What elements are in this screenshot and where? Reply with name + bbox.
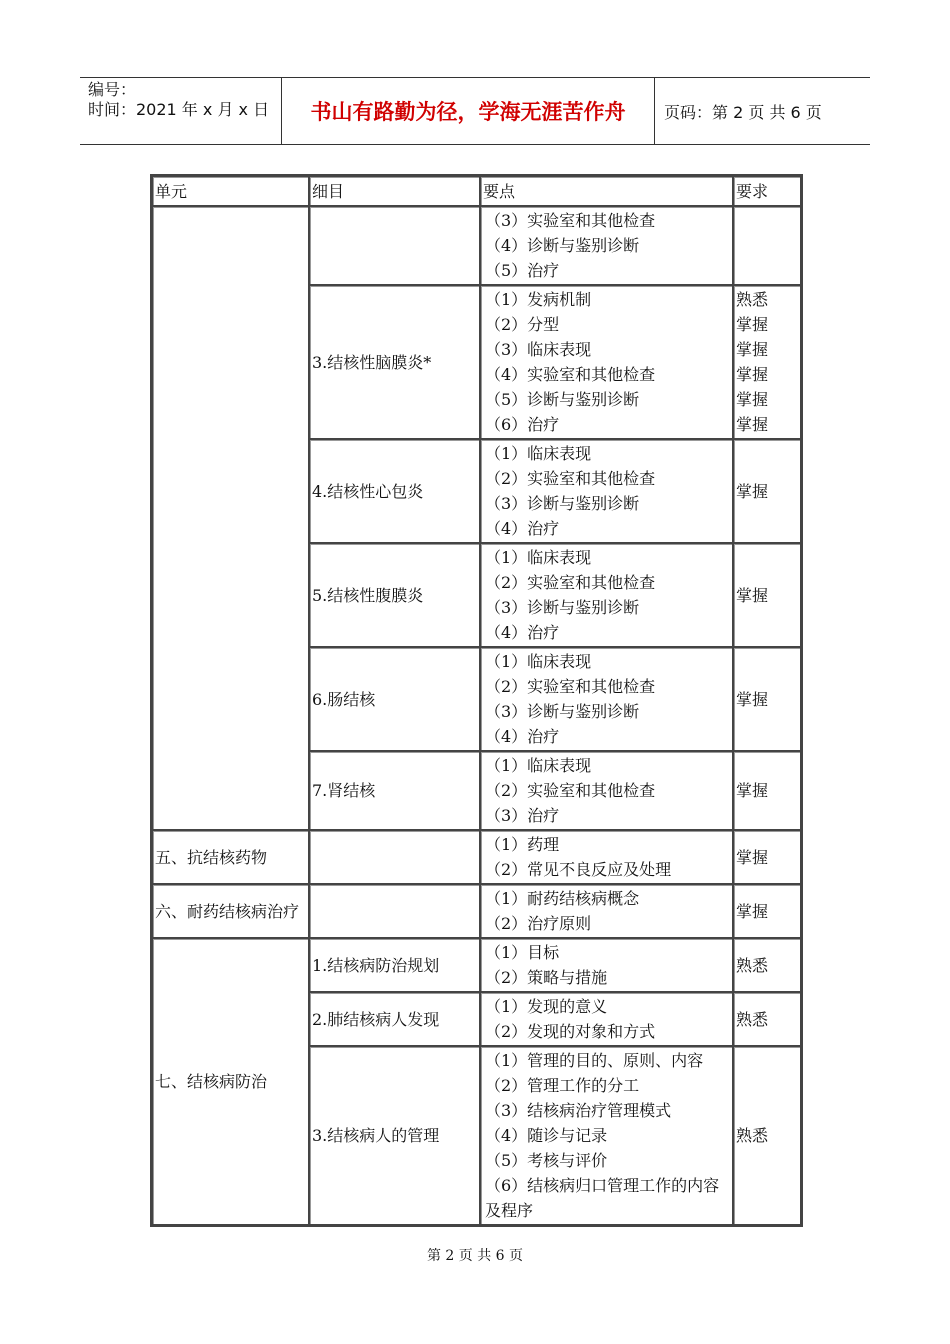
header-motto: 书山有路勤为径，学海无涯苦作舟 — [310, 99, 626, 124]
point-line: （1）发病机制 — [485, 290, 592, 309]
item-cell: 6.肠结核 — [309, 647, 480, 751]
requirement-cell: 掌握 — [733, 439, 801, 543]
header-page-info: 页码：第 2 页 共 6 页 — [664, 102, 822, 122]
table-row — [152, 830, 801, 884]
syllabus-table — [150, 174, 803, 1227]
point-line: （3）诊断与鉴别诊断 — [485, 702, 640, 721]
item-cell: 1.结核病防治规划 — [309, 938, 480, 992]
point-line: （1）临床表现 — [485, 548, 592, 567]
requirement-line: 掌握 — [736, 365, 769, 384]
point-line: （2）策略与措施 — [485, 968, 608, 987]
point-line: （2）分型 — [485, 315, 560, 334]
point-line: （4）治疗 — [485, 623, 560, 642]
points-cell — [480, 206, 733, 285]
item-cell — [309, 884, 480, 938]
unit-cell: 六、耐药结核病治疗 — [152, 884, 309, 938]
point-line: （6）结核病归口管理工作的内容及程序 — [485, 1176, 720, 1220]
points-cell — [480, 439, 733, 543]
unit-cell — [152, 206, 309, 830]
points-cell — [480, 543, 733, 647]
requirement-cell — [733, 285, 801, 439]
point-line: （2）治疗原则 — [485, 914, 592, 933]
requirement-cell: 掌握 — [733, 543, 801, 647]
requirement-line: 熟悉 — [736, 290, 769, 309]
points-cell — [480, 830, 733, 884]
requirement-cell: 掌握 — [733, 751, 801, 830]
requirement-cell: 熟悉 — [733, 992, 801, 1046]
point-line: （1）发现的意义 — [485, 997, 608, 1016]
requirement-cell: 掌握 — [733, 647, 801, 751]
point-line: （5）诊断与鉴别诊断 — [485, 390, 640, 409]
requirement-cell: 熟悉 — [733, 938, 801, 992]
page-header — [80, 77, 870, 145]
point-line: （4）实验室和其他检查 — [485, 365, 656, 384]
requirement-line: 掌握 — [736, 315, 769, 334]
point-line: （2）实验室和其他检查 — [485, 677, 656, 696]
point-line: （4）随诊与记录 — [485, 1126, 608, 1145]
requirement-cell — [733, 206, 801, 285]
point-line: （2）实验室和其他检查 — [485, 781, 656, 800]
point-line: （2）实验室和其他检查 — [485, 573, 656, 592]
item-cell — [309, 830, 480, 884]
document-number-label: 编号： — [88, 80, 137, 99]
item-cell: 2.肺结核病人发现 — [309, 992, 480, 1046]
points-cell — [480, 285, 733, 439]
point-line: （4）诊断与鉴别诊断 — [485, 236, 640, 255]
item-cell — [309, 206, 480, 285]
points-cell — [480, 938, 733, 992]
point-line: （3）结核病治疗管理模式 — [485, 1101, 672, 1120]
document-time-label: 时间：2021 年 x 月 x 日 — [88, 100, 270, 119]
unit-cell: 七、结核病防治 — [152, 938, 309, 1225]
point-line: （3）临床表现 — [485, 340, 592, 359]
header-meta — [88, 80, 280, 120]
point-line: （5）考核与评价 — [485, 1151, 608, 1170]
item-cell: 7.肾结核 — [309, 751, 480, 830]
point-line: （1）药理 — [485, 835, 560, 854]
point-line: （1）临床表现 — [485, 756, 592, 775]
table-row — [152, 938, 801, 992]
requirement-cell: 掌握 — [733, 830, 801, 884]
table-row — [152, 884, 801, 938]
column-header-unit: 单元 — [152, 176, 309, 206]
point-line: （3）治疗 — [485, 806, 560, 825]
point-line: （3）诊断与鉴别诊断 — [485, 494, 640, 513]
point-line: （1）管理的目的、原则、内容 — [485, 1051, 704, 1070]
point-line: （6）治疗 — [485, 415, 560, 434]
page-footer: 第 2 页 共 6 页 — [426, 1248, 524, 1264]
points-cell — [480, 751, 733, 830]
point-line: （1）目标 — [485, 943, 560, 962]
point-line: （2）管理工作的分工 — [485, 1076, 640, 1095]
table-row — [152, 206, 801, 285]
requirement-line: 掌握 — [736, 415, 769, 434]
item-cell: 3.结核性脑膜炎* — [309, 285, 480, 439]
unit-cell: 五、抗结核药物 — [152, 830, 309, 884]
header-divider — [654, 78, 655, 144]
table-header-row — [152, 176, 801, 206]
point-line: （2）发现的对象和方式 — [485, 1022, 656, 1041]
points-cell — [480, 992, 733, 1046]
point-line: （2）常见不良反应及处理 — [485, 860, 672, 879]
point-line: （4）治疗 — [485, 519, 560, 538]
point-line: （3）诊断与鉴别诊断 — [485, 598, 640, 617]
point-line: （1）临床表现 — [485, 444, 592, 463]
requirement-line: 掌握 — [736, 390, 769, 409]
requirement-line: 掌握 — [736, 340, 769, 359]
requirement-cell: 熟悉 — [733, 1046, 801, 1225]
point-line: （3）实验室和其他检查 — [485, 211, 656, 230]
point-line: （5）治疗 — [485, 261, 560, 280]
item-cell: 3.结核病人的管理 — [309, 1046, 480, 1225]
point-line: （1）耐药结核病概念 — [485, 889, 640, 908]
column-header-item: 细目 — [309, 176, 480, 206]
point-line: （2）实验室和其他检查 — [485, 469, 656, 488]
points-cell — [480, 884, 733, 938]
item-cell: 5.结核性腹膜炎 — [309, 543, 480, 647]
item-cell: 4.结核性心包炎 — [309, 439, 480, 543]
point-line: （1）临床表现 — [485, 652, 592, 671]
column-header-requirement: 要求 — [733, 176, 801, 206]
requirement-cell: 掌握 — [733, 884, 801, 938]
points-cell — [480, 647, 733, 751]
point-line: （4）治疗 — [485, 727, 560, 746]
points-cell — [480, 1046, 733, 1225]
column-header-points: 要点 — [480, 176, 733, 206]
